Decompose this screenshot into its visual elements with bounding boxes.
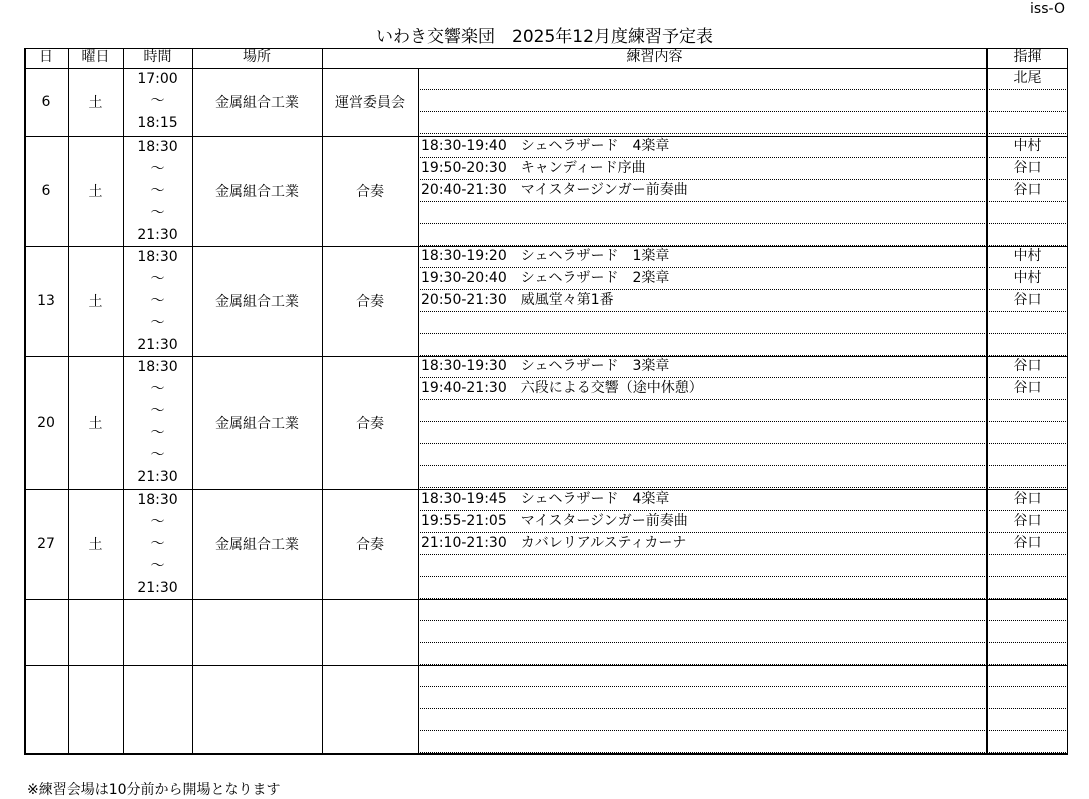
time-line: ～ (150, 271, 165, 287)
time-line: 18:15 (137, 115, 178, 131)
content-line: 20:50-21:30 威風堂々第1番 (418, 290, 987, 312)
table-rule (24, 665, 1068, 666)
conductor-cell: 中村 (987, 246, 1068, 268)
content-line (418, 334, 987, 356)
weekday-cell (68, 599, 123, 665)
conductor-cell: 谷口 (987, 511, 1068, 533)
table-rule (1067, 48, 1068, 755)
type-cell (322, 665, 418, 753)
weekday-cell: 土 (88, 537, 103, 553)
document-code: iss-O (1030, 1, 1065, 17)
content-line (418, 731, 987, 753)
table-rule (123, 48, 124, 755)
weekday-cell: 土 (88, 415, 103, 432)
content-line (418, 224, 987, 246)
conductor-cell: 谷口 (987, 533, 1068, 555)
conductor-cell: 谷口 (987, 290, 1068, 312)
time-line: 18:30 (137, 359, 178, 375)
conductor-cell (987, 422, 1068, 444)
content-line: 19:40-21:30 六段による交響（途中休憩） (418, 378, 987, 400)
day-cell: 6 (41, 183, 51, 199)
time-cell (123, 68, 192, 136)
conductor-cell (987, 400, 1068, 422)
content-line (418, 687, 987, 709)
header-weekday: 曜日 (81, 49, 110, 65)
header-content: 練習内容 (626, 49, 683, 65)
type-cell: 運営委員会 (335, 95, 405, 111)
time-line: ～ (150, 447, 165, 463)
conductor-cell: 谷口 (987, 489, 1068, 511)
content-line: 20:40-21:30 マイスタージンガー前奏曲 (418, 180, 987, 202)
conductor-cell: 谷口 (987, 378, 1068, 400)
type-cell: 合奏 (356, 184, 384, 200)
time-line: 21:30 (137, 337, 178, 353)
conductor-cell: 中村 (987, 268, 1068, 290)
type-cell (322, 599, 418, 665)
time-line: 21:30 (137, 580, 178, 596)
table-rule (24, 599, 1068, 600)
time-line: ～ (150, 558, 165, 574)
time-cell (123, 246, 192, 356)
table-rule (24, 246, 1068, 247)
venue-cell: 金属組合工業 (215, 184, 299, 200)
type-cell: 合奏 (356, 294, 384, 310)
time-line: 17:00 (137, 71, 178, 87)
weekday-cell (68, 665, 123, 753)
content-line: 18:30-19:30 シェヘラザード 3楽章 (418, 356, 987, 378)
content-line (418, 90, 987, 112)
content-line: 21:10-21:30 カバレリアルスティカーナ (418, 533, 987, 555)
table-rule (986, 48, 987, 755)
conductor-cell: 北尾 (987, 68, 1068, 90)
conductor-cell (987, 224, 1068, 246)
content-line (418, 555, 987, 577)
time-line: ～ (150, 161, 165, 177)
table-rule (24, 356, 1068, 357)
weekday-cell: 土 (88, 95, 103, 111)
venue-cell: 金属組合工業 (215, 95, 299, 111)
conductor-cell (987, 643, 1068, 665)
footnote: ※練習会場は10分前から開場となります (27, 782, 281, 798)
content-line (418, 202, 987, 224)
content-line (418, 466, 987, 488)
type-cell: 合奏 (356, 415, 384, 432)
content-line (418, 312, 987, 334)
content-line (418, 68, 987, 90)
conductor-cell: 谷口 (987, 356, 1068, 378)
conductor-cell (987, 599, 1068, 621)
table-rule (322, 48, 323, 755)
weekday-cell: 土 (88, 184, 103, 200)
table-rule (24, 48, 1068, 49)
content-line (418, 599, 987, 621)
time-line: 18:30 (137, 139, 178, 155)
table-rule (987, 48, 988, 755)
time-line: 18:30 (137, 249, 178, 265)
content-line (418, 422, 987, 444)
day-cell (24, 599, 68, 665)
venue-cell (192, 665, 322, 753)
content-line: 19:50-20:30 キャンディード序曲 (418, 158, 987, 180)
time-line: ～ (150, 205, 165, 221)
header-time: 時間 (143, 49, 172, 65)
page-title: いわき交響楽団 2025年12月度練習予定表 (376, 27, 713, 47)
conductor-cell: 谷口 (987, 158, 1068, 180)
time-cell (123, 356, 192, 489)
time-cell (123, 489, 192, 599)
venue-cell (192, 599, 322, 665)
venue-cell: 金属組合工業 (215, 537, 299, 553)
conductor-cell: 谷口 (987, 180, 1068, 202)
conductor-cell (987, 665, 1068, 687)
day-cell: 27 (37, 536, 55, 552)
time-line: ～ (150, 381, 165, 397)
conductor-cell (987, 312, 1068, 334)
content-line: 19:55-21:05 マイスタージンガー前奏曲 (418, 511, 987, 533)
table-rule (24, 754, 1068, 755)
table-rule (68, 48, 69, 755)
conductor-cell (987, 466, 1068, 488)
time-line: ～ (150, 315, 165, 331)
content-line (418, 444, 987, 466)
content-line (418, 643, 987, 665)
time-line: ～ (150, 514, 165, 530)
conductor-cell (987, 555, 1068, 577)
day-cell: 13 (37, 293, 55, 309)
header-conductor: 指揮 (1013, 49, 1042, 65)
content-line: 18:30-19:20 シェヘラザード 1楽章 (418, 246, 987, 268)
time-cell (123, 136, 192, 246)
day-cell: 20 (37, 414, 55, 431)
venue-cell: 金属組合工業 (215, 415, 299, 432)
time-line: 21:30 (137, 469, 178, 485)
day-cell: 6 (41, 94, 51, 110)
day-cell (24, 665, 68, 753)
time-line: ～ (150, 293, 165, 309)
time-line: ～ (150, 403, 165, 419)
time-cell (123, 599, 192, 665)
weekday-cell: 土 (88, 294, 103, 310)
time-cell (123, 665, 192, 753)
time-line: ～ (150, 183, 165, 199)
table-rule (24, 489, 1068, 490)
header-day: 日 (39, 49, 53, 65)
conductor-cell (987, 709, 1068, 731)
table-rule (24, 136, 1068, 137)
content-line: 18:30-19:40 シェヘラザード 4楽章 (418, 136, 987, 158)
conductor-cell (987, 112, 1068, 134)
time-line: ～ (150, 425, 165, 441)
time-line: 21:30 (137, 227, 178, 243)
conductor-cell: 中村 (987, 136, 1068, 158)
conductor-cell (987, 444, 1068, 466)
header-venue: 場所 (243, 49, 271, 65)
content-line (418, 665, 987, 687)
venue-cell: 金属組合工業 (215, 294, 299, 310)
table-rule (192, 48, 193, 755)
table-rule (418, 68, 419, 755)
conductor-cell (987, 731, 1068, 753)
content-line: 18:30-19:45 シェヘラザード 4楽章 (418, 489, 987, 511)
time-line: ～ (150, 536, 165, 552)
content-line (418, 112, 987, 134)
conductor-cell (987, 577, 1068, 599)
conductor-cell (987, 687, 1068, 709)
table-rule (25, 48, 26, 755)
content-line (418, 400, 987, 422)
content-line (418, 577, 987, 599)
time-line: 18:30 (137, 492, 178, 508)
content-line (418, 621, 987, 643)
table-rule (24, 68, 1068, 69)
conductor-cell (987, 621, 1068, 643)
type-cell: 合奏 (356, 537, 384, 553)
time-line: ～ (150, 93, 165, 109)
conductor-cell (987, 202, 1068, 224)
conductor-cell (987, 334, 1068, 356)
content-line: 19:30-20:40 シェヘラザード 2楽章 (418, 268, 987, 290)
conductor-cell (987, 90, 1068, 112)
content-line (418, 709, 987, 731)
